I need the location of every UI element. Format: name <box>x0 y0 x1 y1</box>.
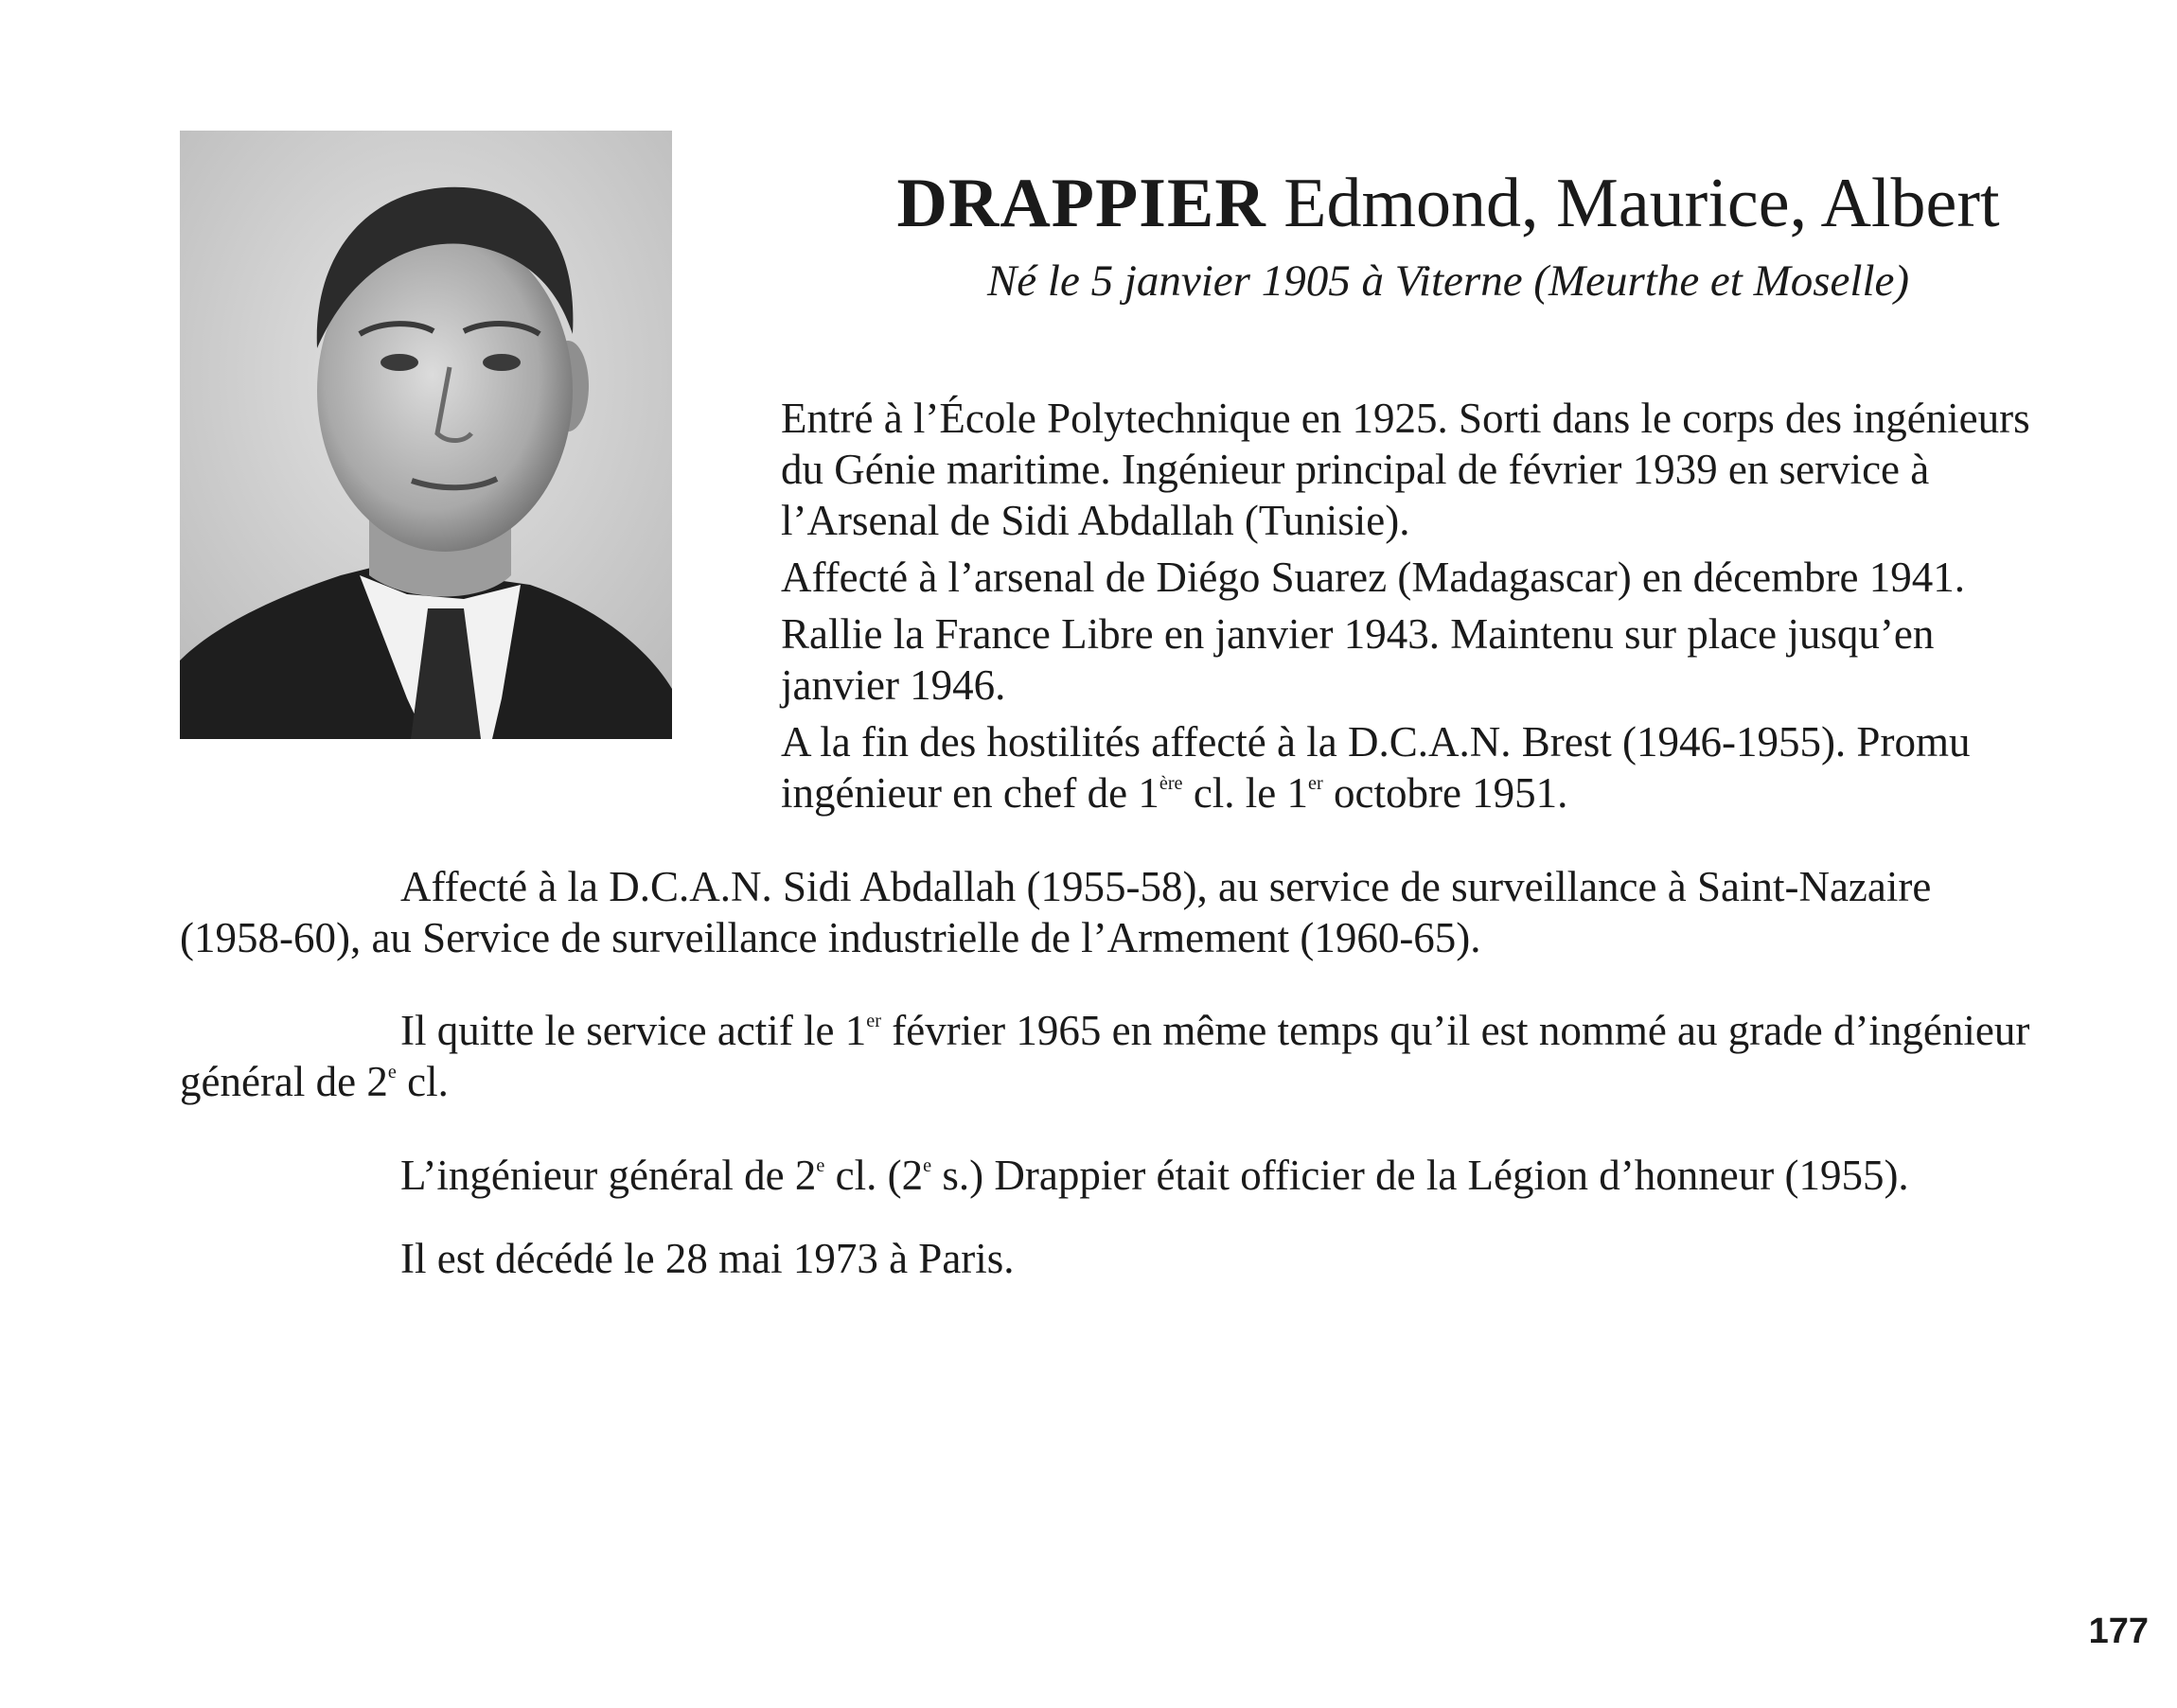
biography-intro <box>781 393 2049 824</box>
surname: DRAPPIER <box>896 165 1266 242</box>
bio-p4-text-a: A la fin des hostilités affecté à la D.C.A.N. Brest (1946-1955). Promu ingénieur en chef de 1 <box>781 718 1971 817</box>
bio-paragraph-2: Affecté à l’arsenal de Diégo Suarez (Madagascar) en décembre 1941. <box>781 554 1966 601</box>
page-number: 177 <box>2088 1611 2149 1651</box>
bio-paragraph-7 <box>180 1150 2049 1201</box>
portrait-photo <box>180 131 672 739</box>
bio-p7-superscript-2: e <box>923 1154 932 1176</box>
bio-section-7 <box>180 1150 2049 1201</box>
bio-p7-superscript-1: e <box>816 1154 825 1176</box>
given-names: Edmond, Maurice, Albert <box>1265 165 2000 242</box>
bio-p7-text-a: L’ingénieur général de 2 <box>400 1152 817 1199</box>
bio-p4-superscript-1: ère <box>1159 772 1183 794</box>
person-name-heading <box>748 161 2149 246</box>
bio-p6-superscript-1: er <box>866 1010 882 1031</box>
bio-paragraph-5: Affecté à la D.C.A.N. Sidi Abdallah (1955-58), au service de surveillance à Saint-Nazaire (1958-60), au Service de surveillance industrielle de l’Armement (1960-65). <box>180 863 1932 961</box>
bio-p4-superscript-2: er <box>1308 772 1323 794</box>
bio-section-5 <box>180 861 2049 963</box>
bio-section-8 <box>180 1233 2049 1284</box>
portrait-illustration <box>180 131 672 739</box>
bio-p4-text-c: octobre 1951. <box>1322 769 1568 817</box>
bio-p6-superscript-2: e <box>387 1061 397 1083</box>
bio-paragraph-1: Entré à l’École Polytechnique en 1925. Sorti dans le corps des ingénieurs du Génie maritime. Ingénieur principal de février 1939 en service à l’Arsenal de Sidi Abdallah (Tunisie). <box>781 395 2030 544</box>
bio-p6-text-a: Il quitte le service actif le 1 <box>400 1007 867 1054</box>
bio-paragraph-3: Rallie la France Libre en janvier 1943. Maintenu sur place jusqu’en janvier 1946. <box>781 610 1935 709</box>
bio-p7-text-c: s.) Drappier était officier de la Légion d’honneur (1955). <box>931 1152 1909 1199</box>
birth-line: Né le 5 janvier 1905 à Viterne (Meurthe et Moselle) <box>986 256 1910 306</box>
bio-paragraph-6 <box>180 1005 2049 1107</box>
bio-section-6 <box>180 1005 2049 1107</box>
bio-p7-text-b: cl. (2 <box>824 1152 924 1199</box>
bio-p4-text-b: cl. le 1 <box>1182 769 1309 817</box>
bio-paragraph-4 <box>781 716 2049 819</box>
bio-p6-text-b: février 1965 en même temps qu’il est nommé au grade d’ingénieur général de 2 <box>180 1007 2030 1105</box>
bio-p6-text-c: cl. <box>396 1058 449 1105</box>
bio-paragraph-8: Il est décédé le 28 mai 1973 à Paris. <box>400 1235 1015 1282</box>
